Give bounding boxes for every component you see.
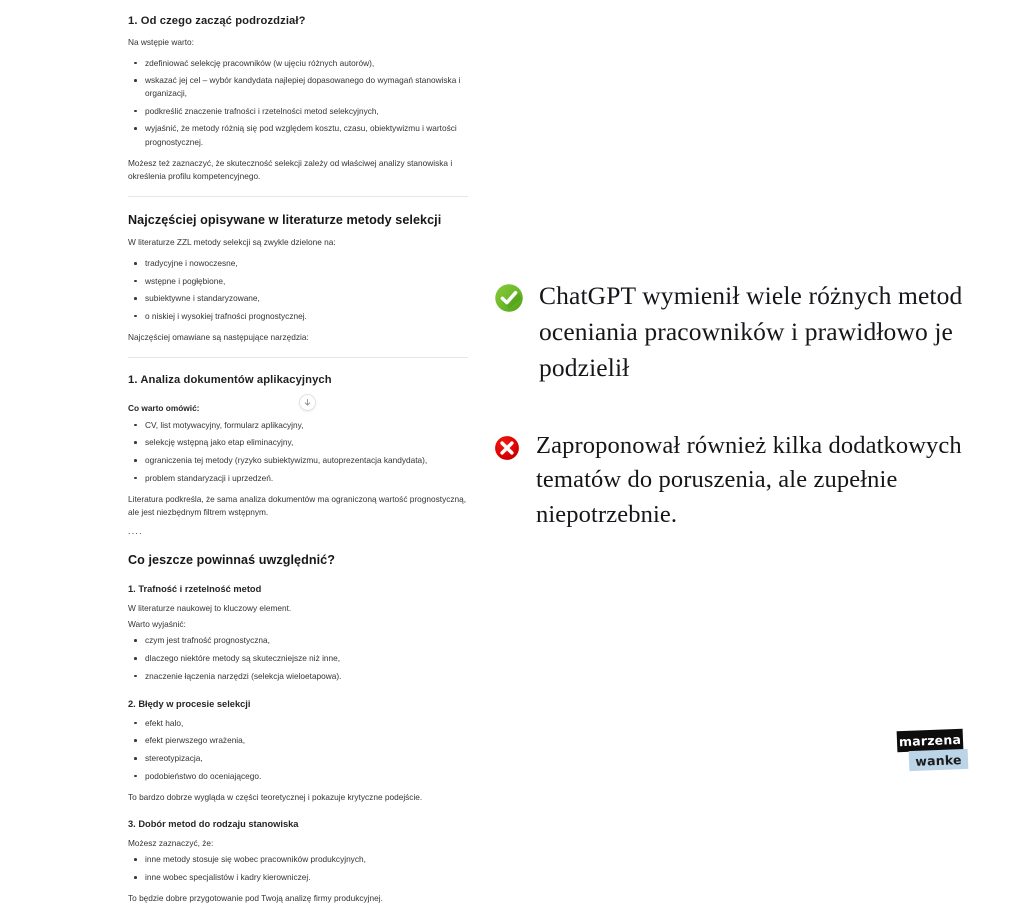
item-bullet-list bbox=[128, 634, 468, 682]
list-item: efekt pierwszego wrażenia, bbox=[145, 734, 468, 747]
list-item: stereotypizacja, bbox=[145, 752, 468, 765]
list-item: podobieństwo do oceniającego. bbox=[145, 770, 468, 783]
spacer bbox=[128, 395, 468, 402]
list-item: CV, list motywacyjny, formularz aplikacyjny, bbox=[145, 419, 468, 432]
annotation-text: Zaproponował również kilka dodatkowych tematów do poruszenia, ale zupełnie niepotrzebnie. bbox=[536, 431, 962, 529]
block-outro: Najczęściej omawiane są następujące narzędzia: bbox=[128, 331, 309, 342]
list-item: wstępne i pogłębione, bbox=[145, 275, 468, 288]
document-column bbox=[128, 14, 468, 913]
list-item: znaczenie łączenia narzędzi (selekcja wieloetapowa). bbox=[145, 670, 468, 683]
list-item: inne metody stosuje się wobec pracowników produkcyjnych, bbox=[145, 853, 468, 866]
arrow-down-icon bbox=[303, 398, 312, 407]
item-paragraph: Możesz zaznaczyć, że: bbox=[128, 838, 214, 849]
list-item: zdefiniować selekcję pracowników (w ujęciu różnych autorów), bbox=[145, 57, 468, 70]
block-outro: Możesz też zaznaczyć, że skuteczność selekcji zależy od właściwej analizy stanowiska i określenia profilu kompetencyjnego. bbox=[128, 157, 453, 182]
logo-line2-text: wanke bbox=[915, 751, 962, 769]
list-item: efekt halo, bbox=[145, 717, 468, 730]
doc-block-metody-selekcji bbox=[128, 212, 468, 344]
section-divider bbox=[128, 196, 468, 197]
x-circle-icon bbox=[494, 435, 520, 461]
truncation-ellipsis: .... bbox=[128, 525, 143, 536]
spacer bbox=[128, 691, 468, 698]
brand-logo bbox=[897, 730, 971, 774]
annotation-list bbox=[494, 278, 964, 533]
section-two-heading: Co jeszcze powinnaś uwzględnić? bbox=[128, 552, 335, 567]
doc-item-dobor-metod bbox=[128, 818, 468, 906]
block-heading: Najczęściej opisywane w literaturze metody selekcji bbox=[128, 213, 442, 228]
block-heading: 1. Analiza dokumentów aplikacyjnych bbox=[128, 374, 332, 387]
block-heading: 1. Od czego zacząć podrozdział? bbox=[128, 15, 306, 27]
list-item: ograniczenia tej metody (ryzyko subiektywizmu, autoprezentacja kandydata), bbox=[145, 454, 468, 467]
scroll-to-bottom-button[interactable] bbox=[299, 394, 316, 411]
doc-item-bledy bbox=[128, 698, 468, 804]
logo-line1-text: marzena bbox=[898, 731, 962, 750]
item-heading: 2. Błędy w procesie selekcji bbox=[128, 698, 251, 709]
spacer bbox=[128, 576, 468, 583]
doc-block-od-czego-zaczac bbox=[128, 14, 468, 183]
doc-item-traafnosc bbox=[128, 583, 468, 683]
list-item: subiektywne i standaryzowane, bbox=[145, 292, 468, 305]
annotation-positive bbox=[494, 278, 964, 387]
list-item: czym jest trafność prognostyczna, bbox=[145, 634, 468, 647]
item-heading: 3. Dobór metod do rodzaju stanowiska bbox=[128, 819, 299, 830]
item-paragraph: Warto wyjaśnić: bbox=[128, 618, 186, 629]
list-item: selekcję wstępną jako etap eliminacyjny, bbox=[145, 436, 468, 449]
section-divider bbox=[128, 357, 468, 358]
annotation-negative bbox=[494, 429, 964, 533]
block-subheading: Co warto omówić: bbox=[128, 403, 200, 414]
list-item: podkreślić znaczenie trafności i rzetelności metod selekcyjnych, bbox=[145, 105, 468, 118]
spacer bbox=[128, 811, 468, 818]
block-bullet-list bbox=[128, 257, 468, 323]
block-bullet-list bbox=[128, 419, 468, 485]
block-outro: Literatura podkreśla, że sama analiza dokumentów ma ograniczoną wartość prognostyczną, ale jest niezbędnym filtrem wstępnym. bbox=[128, 493, 467, 518]
block-intro: W literaturze ZZL metody selekcji są zwykle dzielone na: bbox=[128, 237, 336, 248]
annotation-text: ChatGPT wymienił wiele różnych metod oceniania pracowników i prawidłowo je podzielił bbox=[539, 281, 963, 383]
item-bullet-list bbox=[128, 717, 468, 783]
list-item: inne wobec specjalistów i kadry kierowniczej. bbox=[145, 871, 468, 884]
list-item: dlaczego niektóre metody są skuteczniejsze niż inne, bbox=[145, 652, 468, 665]
list-item: wskazać jej cel – wybór kandydata najlepiej dopasowanego do wymagań stanowiska i organizacji, bbox=[145, 74, 468, 100]
list-item: problem standaryzacji i uprzedzeń. bbox=[145, 472, 468, 485]
list-item: wyjaśnić, że metody różnią się pod względem kosztu, czasu, obiektywizmu i wartości prognostycznej. bbox=[145, 122, 468, 148]
check-circle-icon bbox=[494, 283, 524, 313]
item-heading: 1. Trafność i rzetelność metod bbox=[128, 583, 262, 594]
item-outro: To bardzo dobrze wygląda w części teoretycznej i pokazuje krytyczne podejście. bbox=[128, 791, 423, 802]
list-item: o niskiej i wysokiej trafności prognostycznej. bbox=[145, 310, 468, 323]
logo-line2-block bbox=[909, 749, 969, 771]
list-item: tradycyjne i nowoczesne, bbox=[145, 257, 468, 270]
block-intro: Na wstępie warto: bbox=[128, 37, 194, 48]
item-bullet-list bbox=[128, 853, 468, 884]
block-bullet-list bbox=[128, 57, 468, 149]
doc-block-analiza-dokumentow bbox=[128, 373, 468, 519]
item-paragraph: W literaturze naukowej to kluczowy element. bbox=[128, 602, 292, 613]
chatgpt-screenshot-pane bbox=[0, 0, 500, 904]
item-outro: To będzie dobre przygotowanie pod Twoją analizę firmy produkcyjnej. bbox=[128, 893, 383, 904]
